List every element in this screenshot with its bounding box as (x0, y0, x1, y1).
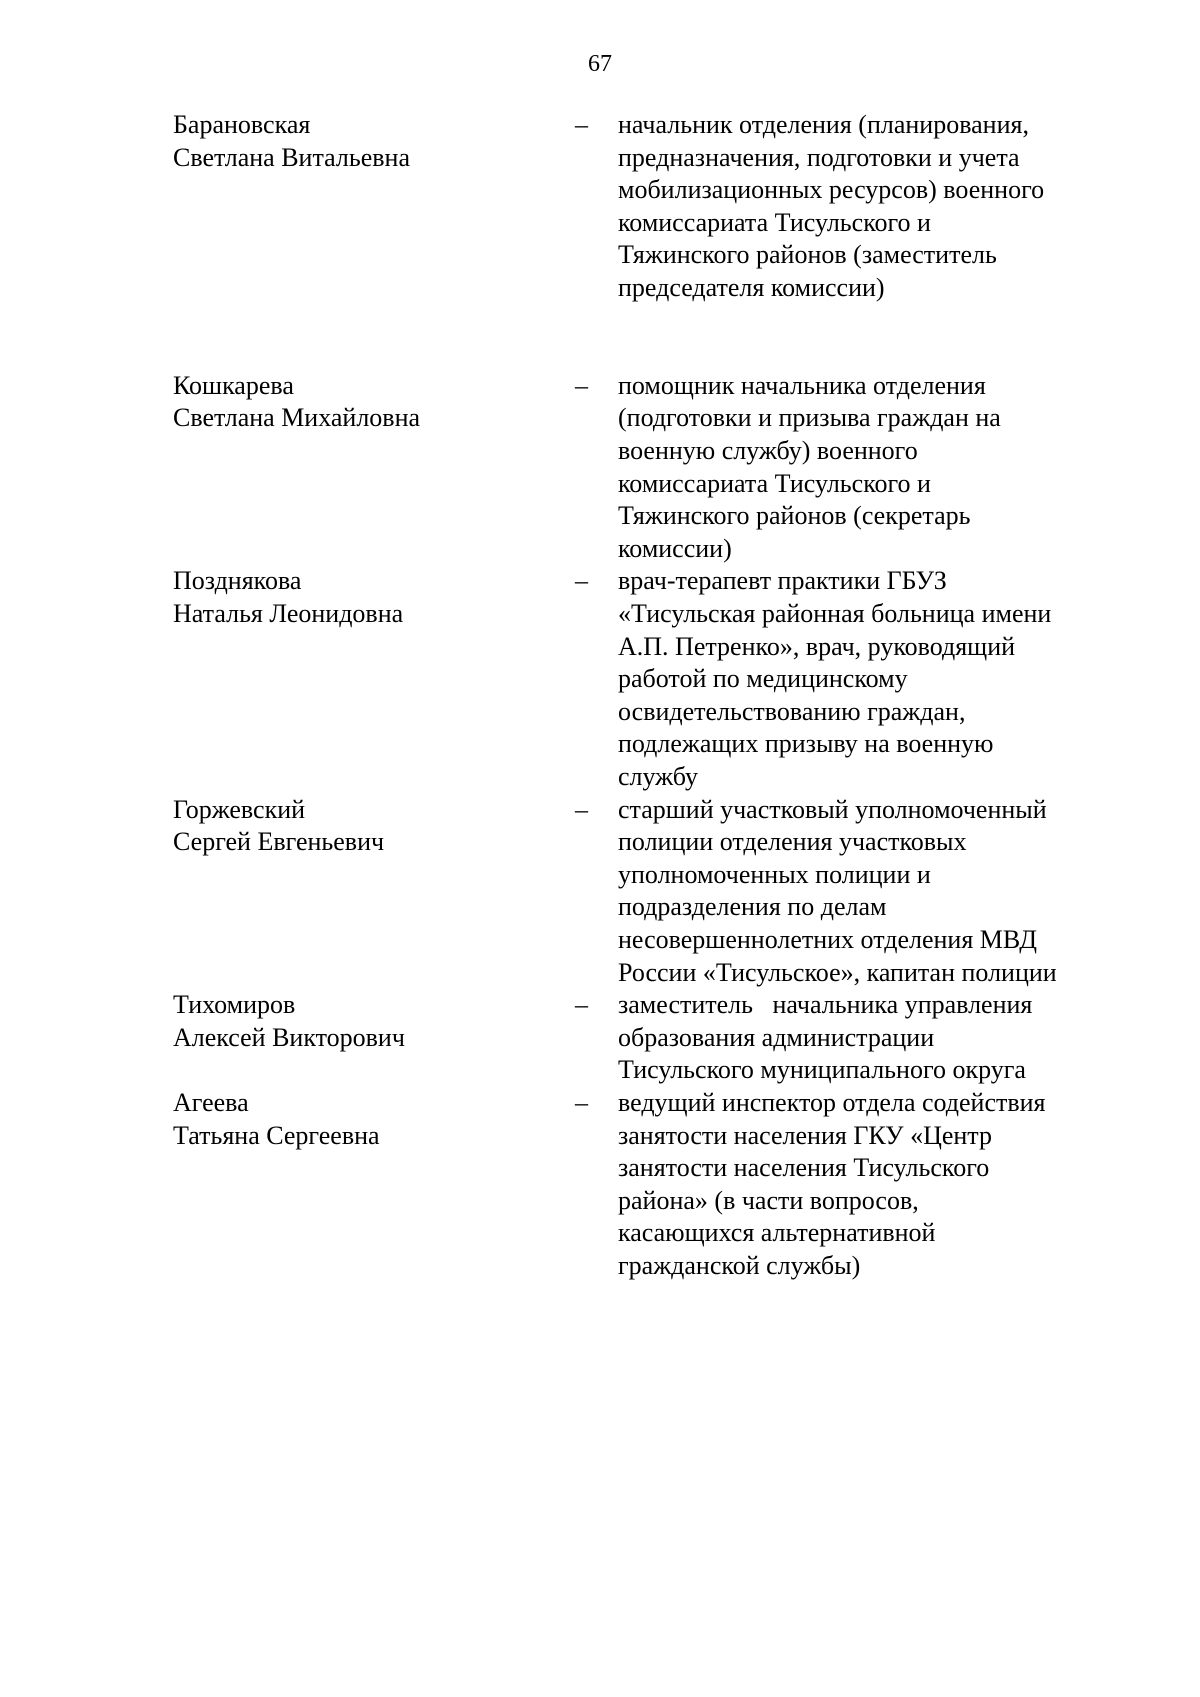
member-name (173, 370, 573, 435)
role-line: гражданской службы) (618, 1250, 861, 1280)
surname: Горжевский (173, 794, 306, 824)
surname: Позднякова (173, 566, 302, 596)
given-names: Сергей Евгеньевич (173, 827, 385, 857)
member-entry (173, 565, 1113, 793)
role-line: комиссариата Тисульского и (618, 207, 931, 237)
dash-separator: – (575, 794, 588, 824)
given-names: Татьяна Сергеевна (173, 1120, 380, 1150)
role-line: полиции отделения участковых (618, 827, 967, 857)
member-role (618, 109, 1113, 305)
role-line: подлежащих призыву на военную (618, 729, 994, 759)
member-entry (173, 1087, 1113, 1280)
member-entry (173, 109, 1113, 370)
role-line: комиссии) (618, 533, 732, 563)
given-names: Алексей Викторович (173, 1022, 405, 1052)
role-line: занятости населения Тисульского (618, 1153, 990, 1183)
member-role (618, 370, 1113, 566)
role-line: ведущий инспектор отдела содействия (618, 1087, 1046, 1117)
role-line: занятости населения ГКУ «Центр (618, 1120, 992, 1150)
role-line: России «Тисульское», капитан полиции (618, 957, 1057, 987)
surname: Барановская (173, 110, 311, 139)
role-line: Тисульского муниципального округа (618, 1055, 1026, 1085)
given-names: Наталья Леонидовна (173, 598, 404, 628)
role-line: мобилизационных ресурсов) военного (618, 175, 1045, 205)
member-name (173, 109, 573, 174)
dash-separator: – (575, 566, 588, 596)
role-line: касающихся альтернативной (618, 1218, 936, 1248)
role-line: помощник начальника отделения (618, 370, 986, 400)
role-line: комиссариата Тисульского и (618, 468, 931, 498)
member-name (173, 989, 573, 1054)
member-role (618, 989, 1113, 1087)
role-line: освидетельствованию граждан, (618, 696, 966, 726)
given-names: Светлана Витальевна (173, 142, 410, 172)
role-line: образования администрации (618, 1022, 935, 1052)
role-line: председателя комиссии) (618, 272, 885, 302)
role-line: (подготовки и призыва граждан на (618, 403, 1001, 433)
member-role (618, 1087, 1113, 1283)
surname: Агеева (173, 1087, 249, 1117)
given-names: Светлана Михайловна (173, 403, 421, 433)
member-name (173, 794, 573, 859)
member-entry (173, 989, 1113, 1087)
member-role (618, 794, 1113, 990)
role-line: старший участковый уполномоченный (618, 794, 1047, 824)
member-entry (173, 794, 1113, 990)
dash-separator: – (575, 990, 588, 1020)
member-entry (173, 370, 1113, 566)
role-line: А.П. Петренко», врач, руководящий (618, 631, 1016, 661)
surname: Тихомиров (173, 990, 296, 1020)
dash-separator: – (575, 110, 588, 139)
role-line: начальник отделения (планирования, (618, 110, 1029, 139)
member-role (618, 565, 1113, 793)
role-line: «Тисульская районная больница имени (618, 598, 1052, 628)
role-line: службу (618, 761, 699, 791)
role-line: заместитель начальника управления (618, 990, 1033, 1020)
page-number: 67 (588, 51, 612, 77)
dash-separator: – (575, 370, 588, 400)
role-line: врач-терапевт практики ГБУЗ (618, 566, 947, 596)
role-line: уполномоченных полиции и (618, 859, 931, 889)
role-line: работой по медицинскому (618, 664, 908, 694)
dash-separator: – (575, 1087, 588, 1117)
member-name (173, 1087, 573, 1152)
role-line: подразделения по делам (618, 892, 887, 922)
surname: Кошкарева (173, 370, 294, 400)
members-list (173, 109, 1113, 1280)
role-line: предназначения, подготовки и учета (618, 142, 1020, 172)
role-line: Тяжинского районов (заместитель (618, 240, 997, 270)
role-line: Тяжинского районов (секретарь (618, 501, 971, 531)
role-line: несовершеннолетних отделения МВД (618, 924, 1038, 954)
role-line: военную службу) военного (618, 435, 918, 465)
role-line: района» (в части вопросов, (618, 1185, 919, 1215)
member-name (173, 565, 573, 630)
